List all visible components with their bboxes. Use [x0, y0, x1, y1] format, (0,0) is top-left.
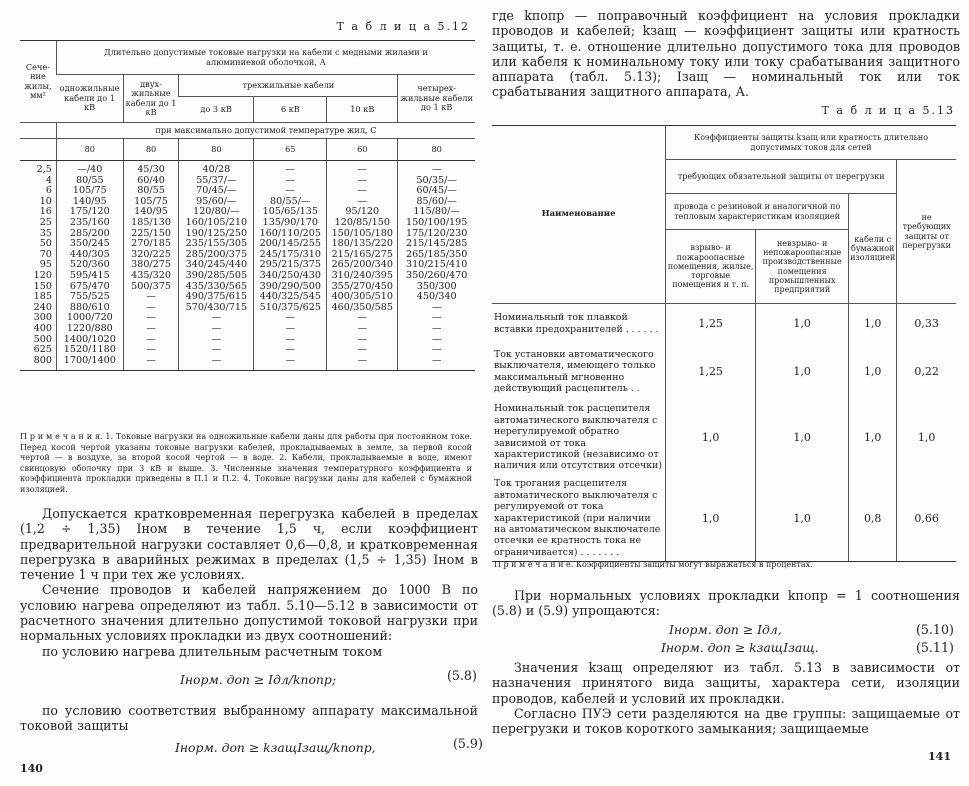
- load-cell: —: [179, 356, 254, 371]
- coef-cell: 0,22: [897, 344, 956, 400]
- section-cell: 25: [39, 216, 52, 228]
- load-cell: —: [254, 335, 327, 346]
- load-cell: 500/375: [123, 282, 179, 293]
- row-name: Ток установки автоматического выключателя, имеющего только максимальный мгновенно действующий расцепитель . .: [492, 344, 666, 400]
- load-cell: —: [123, 335, 179, 346]
- load-cell: —: [179, 313, 254, 324]
- paragraph: по условию соответствия выбранному аппарату максимальной токовой защиты: [20, 703, 478, 734]
- paragraph: по условию нагрева длительным расчетным током: [42, 643, 383, 659]
- body-text: [492, 660, 960, 736]
- col-paper: кабели с бумажной изоляцией: [849, 194, 897, 304]
- load-cell: 135/90/170: [254, 218, 327, 229]
- load-cell: 270/185: [123, 239, 179, 250]
- load-cell: 215/165/275: [327, 250, 398, 261]
- load-cell: 200/145/255: [254, 239, 327, 250]
- formula-number: (5.9): [453, 736, 483, 751]
- col-four: четырех-жильные кабели до 1 кВ: [398, 75, 475, 123]
- load-cell: 350/245: [56, 239, 123, 250]
- load-cell: 435/330/565: [179, 282, 254, 293]
- load-cell: 60/40: [123, 176, 179, 187]
- load-cell: 320/225: [123, 250, 179, 261]
- intro-text: где kпопр — поправочный коэффициент на условия прокладки проводов и кабелей; kзащ — коэффициент защиты или кратность защиты, т. е. отношение длительно допустимого тока для проводов или кабеля к номинальному току или току срабатывания защитного аппарата (табл. 5.13); Iзащ — номинальный ток или ток срабатывания защитного аппарата, А.: [492, 8, 960, 100]
- load-cell: 185/130: [123, 218, 179, 229]
- coef-cell: 1,0: [849, 344, 897, 400]
- temp-cell: 80: [123, 139, 179, 161]
- table-row: [20, 324, 475, 335]
- paragraph: Сечение проводов и кабелей напряжением до 1000 В по условию нагрева определяют из табл. 5.10—5.12 в зависимости от расчетного значения длительно допустимой токовой нагрузки при нормальных условиях прокладки из двух соотношений:: [20, 582, 478, 644]
- load-cell: 190/125/250: [179, 229, 254, 240]
- page-number: 140: [20, 762, 43, 775]
- page-number: 141: [928, 750, 951, 763]
- load-cell: 150/100/195: [398, 218, 475, 229]
- table-caption: Т а б л и ц а 5.12: [336, 20, 470, 33]
- table-row: [492, 400, 956, 476]
- formula: Iнорм. доп ≥ kзащIзащ.: [661, 640, 819, 655]
- coef-cell: 1,0: [897, 400, 956, 476]
- section-cell: 150: [33, 280, 52, 292]
- load-cell: —: [179, 324, 254, 335]
- table-row: [20, 356, 475, 371]
- load-cell: 355/270/450: [327, 282, 398, 293]
- formula: Iнорм. доп ≥ Iдл,: [669, 622, 782, 637]
- coef-cell: 1,0: [756, 344, 849, 400]
- table-row: [20, 161, 475, 176]
- load-cell: 45/30: [123, 161, 179, 176]
- col-three-6kv: 6 кВ: [254, 97, 327, 123]
- load-cell: 120/85/150: [327, 218, 398, 229]
- left-page: [0, 0, 484, 786]
- load-cell: 1520/1180: [56, 345, 123, 356]
- load-cell: 265/200/340: [327, 260, 398, 271]
- load-cell: 50/35/—: [398, 176, 475, 187]
- section-cell: 95: [39, 259, 52, 271]
- load-cell: —: [398, 356, 475, 371]
- col-name: Наименование: [492, 126, 666, 304]
- load-cell: —: [123, 345, 179, 356]
- table-note: П р и м е ч а н и я. 1. Токовые нагрузки на одножильные кабели даны для работы при постоянном токе. Перед косой чертой указаны токовые нагрузки кабелей, прокладываемых в земле, за первой косой чертой — в воздухе, за второй косой чертой — в воде. 2. Кабели, прокладываемые в воде, имеют свинцовую оболочку при 3 кВ и выше. 3. Численные значения температурного коэффициента и коэффициента прокладки приведены в П.1 и П.2. 4. Токовые нагрузки даны для кабелей с бумажной изоляцией.: [20, 432, 472, 494]
- formula: Iнорм. доп ≥ kзащIзащ/kпопр,: [175, 740, 376, 755]
- load-cell: 80/55/—: [254, 197, 327, 208]
- load-cell: —: [398, 335, 475, 346]
- paragraph: При нормальных условиях прокладки kпопр = 1 соотношения (5.8) и (5.9) упрощаются:: [492, 588, 960, 619]
- coef-cell: 1,0: [849, 400, 897, 476]
- table-note: П р и м е ч а н и е. Коэффициенты защиты могут выражаться в процентах.: [494, 560, 813, 569]
- load-cell: 235/160: [56, 218, 123, 229]
- load-cell: 85/60/—: [398, 197, 475, 208]
- table-row: [492, 476, 956, 562]
- load-cell: 595/415: [56, 271, 123, 282]
- load-cell: 160/105/210: [179, 218, 254, 229]
- load-cell: 340/250/430: [254, 271, 327, 282]
- col-required: требующих обязательной защиты от перегрузки: [666, 160, 897, 194]
- right-page: [484, 0, 969, 786]
- load-cell: 160/110/205: [254, 229, 327, 240]
- formula-number: (5.8): [447, 668, 477, 683]
- load-cell: 140/95: [56, 197, 123, 208]
- coef-cell: 0,66: [897, 476, 956, 562]
- load-cell: 310/215/410: [398, 260, 475, 271]
- load-cell: 285/200: [56, 229, 123, 240]
- coef-cell: 1,0: [666, 476, 756, 562]
- load-cell: 880/610: [56, 303, 123, 314]
- formula-number: (5.10): [916, 622, 954, 637]
- load-cell: 1220/880: [56, 324, 123, 335]
- load-cell: 150/105/180: [327, 229, 398, 240]
- temp-cell: 80: [56, 139, 123, 161]
- load-cell: —: [327, 197, 398, 208]
- load-cell: —: [398, 324, 475, 335]
- load-cell: 350/300: [398, 282, 475, 293]
- load-cell: 80/55: [56, 176, 123, 187]
- temp-label: при максимально допустимой температуре жил, С: [56, 123, 475, 139]
- load-cell: 440/325/545: [254, 292, 327, 303]
- section-cell: 70: [39, 248, 52, 260]
- section-cell: 35: [39, 227, 52, 239]
- col-notreq: не требующих защиты от перегрузки: [897, 160, 956, 304]
- load-cell: 225/150: [123, 229, 179, 240]
- col-coef: Коэффициенты защиты kзащ или кратность длительно допустимых токов для сетей: [666, 126, 956, 160]
- load-cell: 235/155/305: [179, 239, 254, 250]
- load-cell: —: [254, 324, 327, 335]
- row-name: Номинальный ток плавкой вставки предохранителей . . . . . .: [492, 304, 666, 344]
- load-cell: 520/360: [56, 260, 123, 271]
- coef-cell: 1,25: [666, 304, 756, 344]
- load-cell: 490/375/615: [179, 292, 254, 303]
- col-single: одножильные кабели до 1 кВ: [56, 75, 123, 123]
- load-cell: 435/320: [123, 271, 179, 282]
- load-cell: 215/145/285: [398, 239, 475, 250]
- load-cell: —: [327, 335, 398, 346]
- section-cell: 4: [45, 174, 52, 186]
- load-cell: —: [398, 345, 475, 356]
- load-cell: 295/215/375: [254, 260, 327, 271]
- section-cell: 185: [33, 291, 52, 303]
- col-three-10kv: 10 кВ: [327, 97, 398, 123]
- col-explosive: взрыво- и пожароопасные помещения, жилые, торговые помещения и т. п.: [666, 230, 756, 304]
- protection-coef-table: [492, 125, 956, 562]
- load-cell: —: [327, 356, 398, 371]
- coef-cell: 1,0: [756, 400, 849, 476]
- section-cell: 2,5: [36, 164, 52, 175]
- coef-cell: 1,0: [756, 476, 849, 562]
- load-cell: 1400/1020: [56, 335, 123, 346]
- section-cell: 50: [39, 238, 52, 250]
- load-cell: 95/60/—: [179, 197, 254, 208]
- load-cell: 390/290/500: [254, 282, 327, 293]
- load-cell: 380/275: [123, 260, 179, 271]
- load-cell: —: [327, 313, 398, 324]
- table-row: [20, 218, 475, 229]
- load-cell: 120/80/—: [179, 207, 254, 218]
- load-cell: —: [123, 313, 179, 324]
- load-cell: 460/350/585: [327, 303, 398, 314]
- section-cell: 120: [33, 269, 52, 281]
- load-cell: 1700/1400: [56, 356, 123, 371]
- table-row: [20, 271, 475, 282]
- col-rubber: провода с резиновой и аналогичной по тепловым характеристикам изоляцией: [666, 194, 849, 230]
- load-cell: 675/470: [56, 282, 123, 293]
- coef-cell: 1,0: [666, 400, 756, 476]
- load-cell: —: [327, 324, 398, 335]
- load-cell: —: [327, 176, 398, 187]
- load-cell: 115/80/—: [398, 207, 475, 218]
- coef-cell: 1,25: [666, 344, 756, 400]
- section-cell: 800: [20, 356, 56, 371]
- load-cell: 390/285/505: [179, 271, 254, 282]
- coef-cell: 1,0: [849, 304, 897, 344]
- body-text: [20, 703, 478, 734]
- load-cell: —: [327, 161, 398, 176]
- load-cell: 105/75: [123, 197, 179, 208]
- table-title: Длительно допустимые токовые нагрузки на кабели с медными жилами и алюминиевой оболочкой, А: [56, 41, 475, 75]
- table-caption: Т а б л и ц а 5.13: [821, 104, 955, 117]
- load-cell: —: [123, 303, 179, 314]
- load-cell: 755/525: [56, 292, 123, 303]
- temp-cell: 60: [327, 139, 398, 161]
- load-cell: —: [254, 313, 327, 324]
- load-cell: —: [398, 303, 475, 314]
- coef-cell: 0,8: [849, 476, 897, 562]
- load-cell: 1000/720: [56, 313, 123, 324]
- load-cell: 70/45/—: [179, 186, 254, 197]
- load-cell: 400/305/510: [327, 292, 398, 303]
- load-cell: 340/245/440: [179, 260, 254, 271]
- load-cell: —: [398, 161, 475, 176]
- load-cell: —: [254, 186, 327, 197]
- load-cell: 40/28: [179, 161, 254, 176]
- current-load-table: [20, 40, 475, 371]
- load-cell: 245/175/310: [254, 250, 327, 261]
- load-cell: —: [179, 345, 254, 356]
- col-section: Сече-ние жилы, мм²: [20, 41, 56, 123]
- load-cell: 285/200/375: [179, 250, 254, 261]
- col-three-3kv: до 3 кВ: [179, 97, 254, 123]
- load-cell: 450/340: [398, 292, 475, 303]
- load-cell: 440/305: [56, 250, 123, 261]
- load-cell: 140/95: [123, 207, 179, 218]
- formula-number: (5.11): [916, 640, 954, 655]
- body-text: [492, 588, 960, 619]
- load-cell: —/40: [56, 161, 123, 176]
- load-cell: —: [327, 186, 398, 197]
- load-cell: —: [254, 176, 327, 187]
- coef-cell: 0,33: [897, 304, 956, 344]
- body-text: [20, 506, 478, 659]
- load-cell: 175/120/230: [398, 229, 475, 240]
- load-cell: 175/120: [56, 207, 123, 218]
- load-cell: —: [123, 324, 179, 335]
- section-cell: 500: [33, 333, 52, 345]
- load-cell: —: [254, 161, 327, 176]
- load-cell: 55/37/—: [179, 176, 254, 187]
- paragraph: Допускается кратковременная перегрузка кабелей в пределах (1,2 ÷ 1,35) Iном в течение 1,5 ч, если коэффициент предварительной нагрузки составляет 0,6—0,8, и кратковременная перегрузка в аварийных режимах в пределах (1,5 ÷ 1,35) Iном в течение 1 ч при тех же условиях.: [20, 506, 478, 583]
- section-cell: 300: [33, 312, 52, 324]
- load-cell: 180/135/220: [327, 239, 398, 250]
- coef-cell: 1,0: [756, 304, 849, 344]
- load-cell: —: [254, 345, 327, 356]
- temp-cell: 80: [398, 139, 475, 161]
- load-cell: 265/185/350: [398, 250, 475, 261]
- temp-cell: 80: [179, 139, 254, 161]
- load-cell: —: [254, 356, 327, 371]
- col-nonexplosive: невзрыво- и непожароопасные производственные помещения промышленных предприятий: [756, 230, 849, 304]
- table-row: [492, 304, 956, 344]
- col-twin: двух-жильные кабели до 1 кВ: [123, 75, 179, 123]
- table-row: [492, 344, 956, 400]
- load-cell: —: [179, 335, 254, 346]
- row-name: Номинальный ток расцепителя автоматического выключателя с нерегулируемой обратно зависимой от тока характеристикой (независимо от наличия или отсутствия отсечки): [492, 400, 666, 476]
- section-cell: 625: [33, 344, 52, 356]
- formula: Iнорм. доп ≥ Iдл/kпопр;: [180, 672, 336, 687]
- load-cell: 105/65/135: [254, 207, 327, 218]
- row-name: Ток трогания расцепителя автоматического выключателя с регулируемой от тока характеристикой (при наличии на автоматическом выключателе отсечки ее кратность тока не ограничивается) . . . . . . .: [492, 476, 666, 562]
- section-cell: 400: [33, 322, 52, 334]
- load-cell: 570/430/715: [179, 303, 254, 314]
- load-cell: 350/260/470: [398, 271, 475, 282]
- load-cell: 80/55: [123, 186, 179, 197]
- load-cell: —: [327, 345, 398, 356]
- load-cell: —: [398, 313, 475, 324]
- paragraph: Значения kзащ определяют из табл. 5.13 в зависимости от назначения принятого вида защиты, характера сети, изоляции проводов, кабелей и условий их прокладки.: [492, 660, 960, 706]
- section-cell: 16: [39, 206, 52, 218]
- col-three: трехжильные кабели: [179, 75, 398, 97]
- section-cell: 10: [39, 195, 52, 207]
- load-cell: 510/375/625: [254, 303, 327, 314]
- load-cell: 95/120: [327, 207, 398, 218]
- load-cell: —: [123, 292, 179, 303]
- load-cell: 105/75: [56, 186, 123, 197]
- load-cell: 310/240/395: [327, 271, 398, 282]
- load-cell: —: [123, 356, 179, 371]
- load-cell: 60/45/—: [398, 186, 475, 197]
- section-cell: 240: [33, 301, 52, 313]
- section-cell: 6: [45, 185, 52, 197]
- paragraph: Согласно ПУЭ сети разделяются на две группы: защищаемые от перегрузки и токов короткого замыкания; защищаемые: [492, 705, 960, 737]
- temp-cell: 65: [254, 139, 327, 161]
